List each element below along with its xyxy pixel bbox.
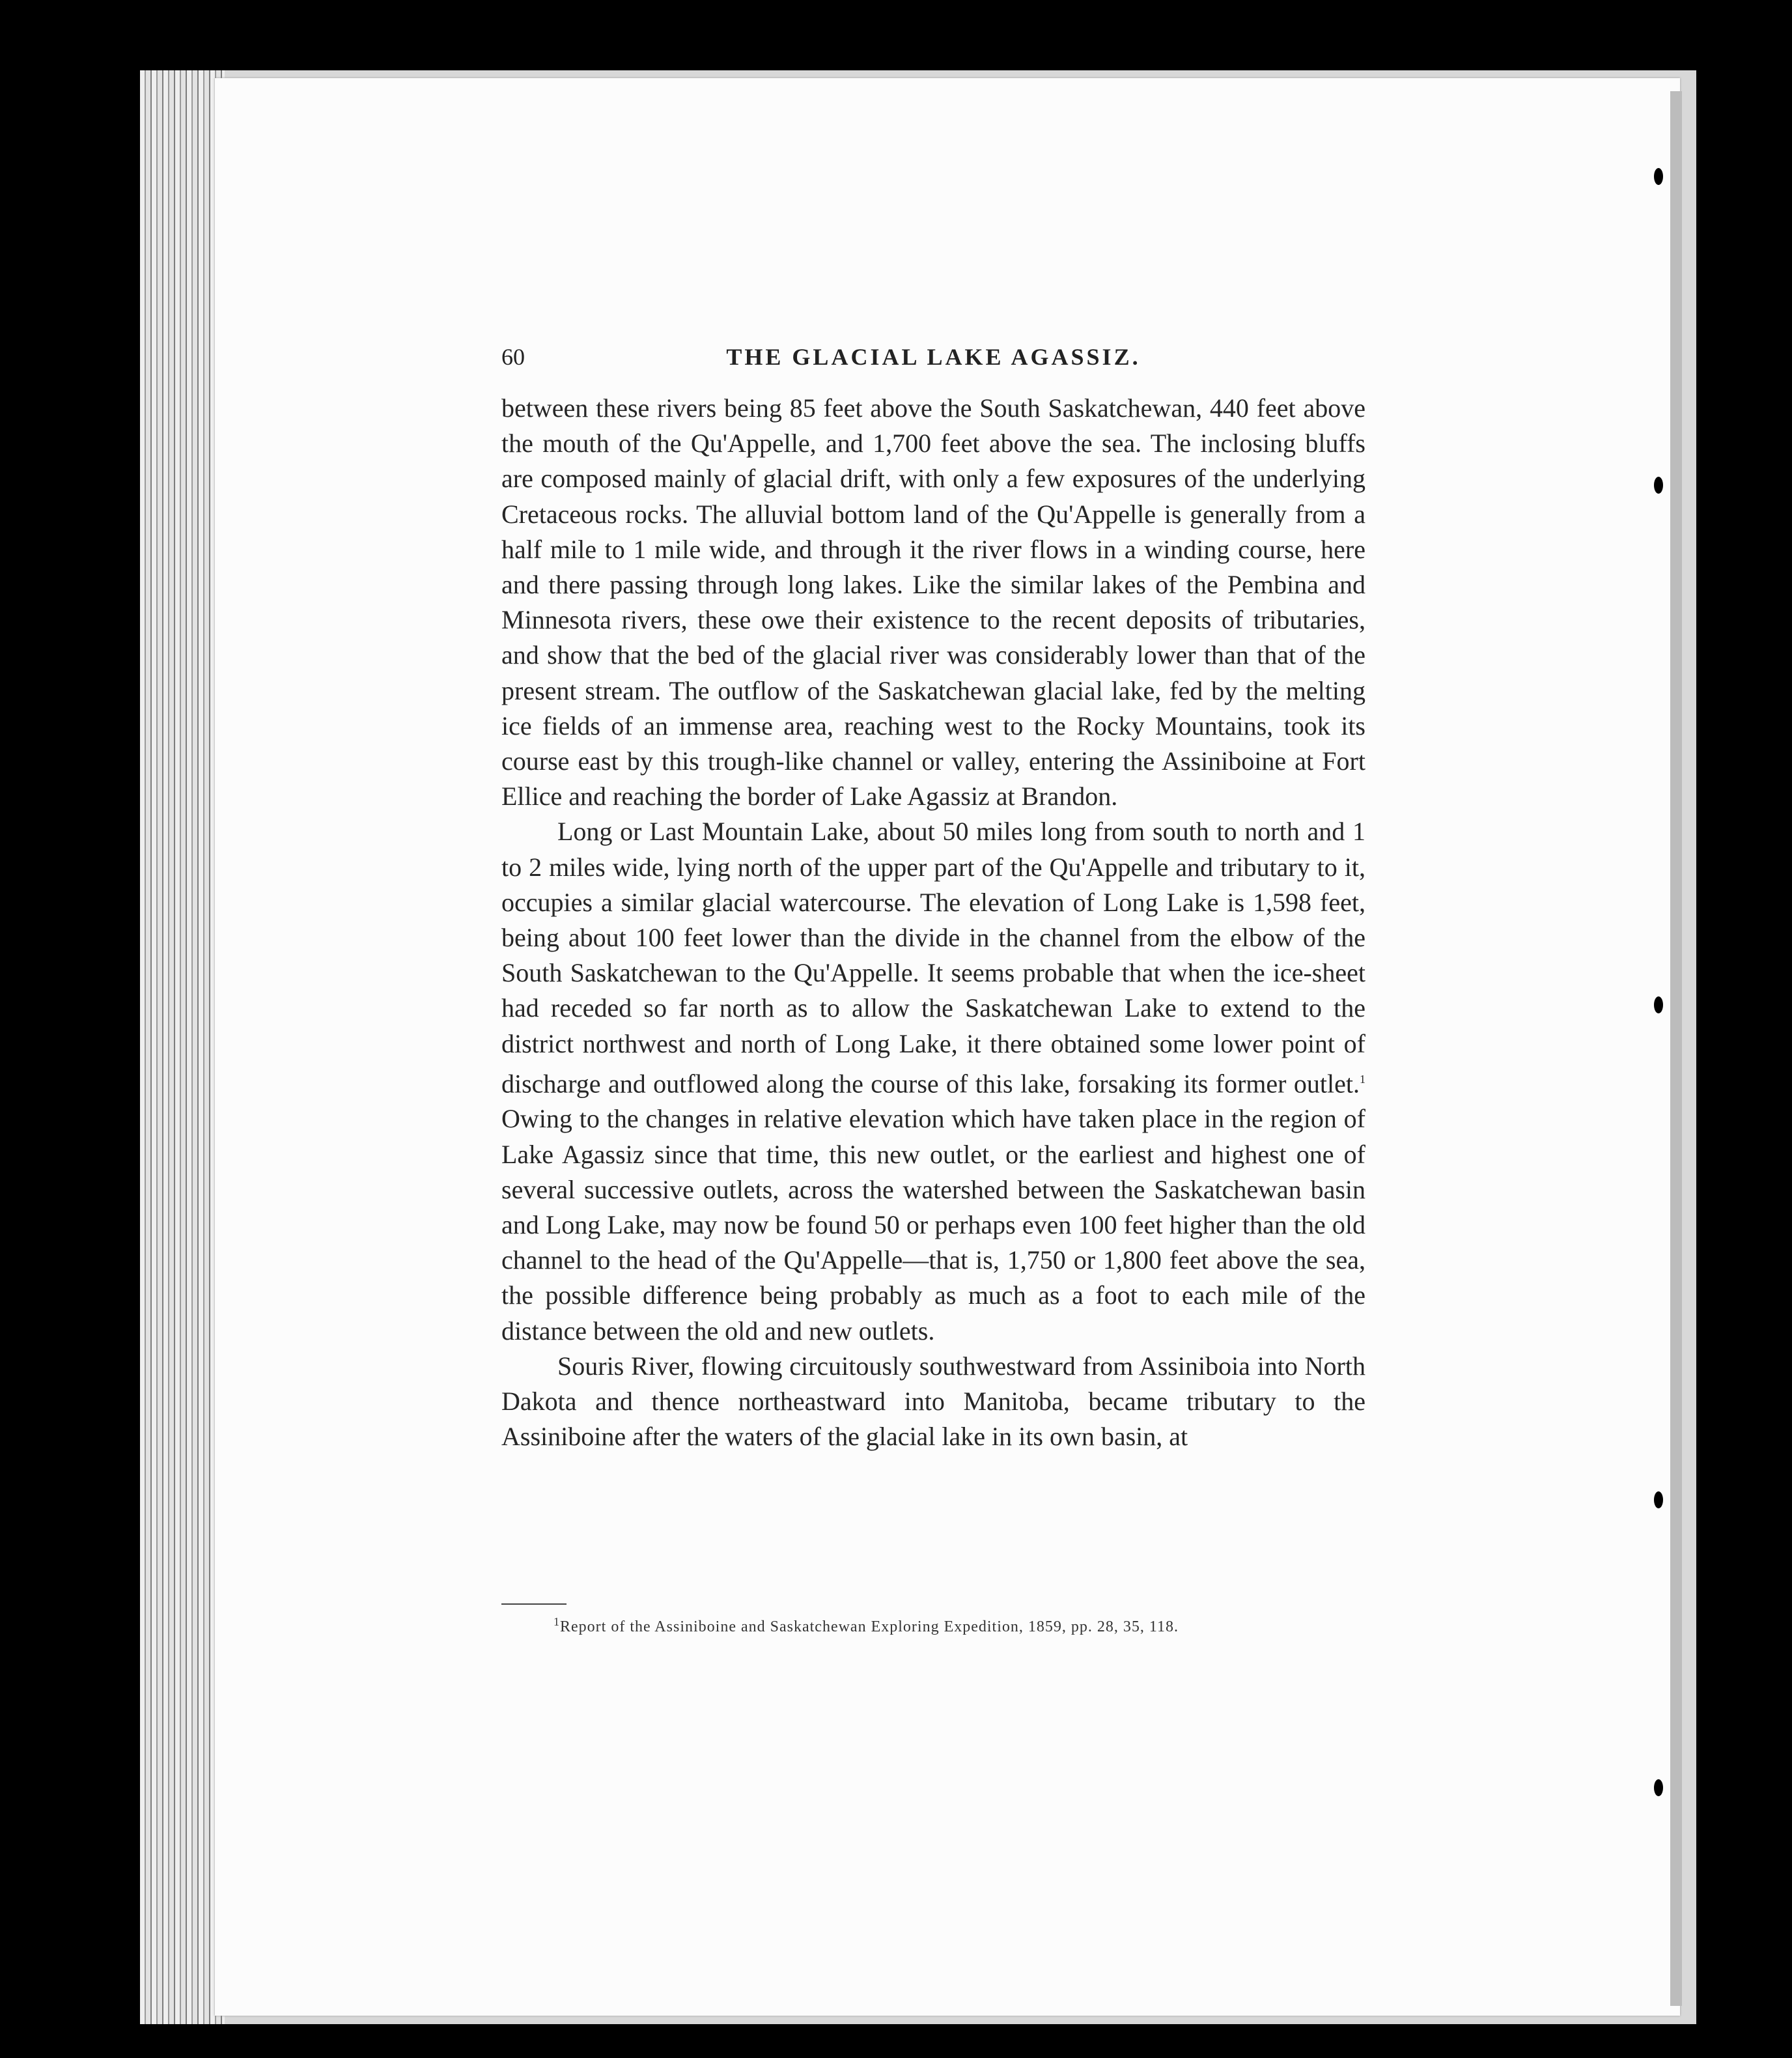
binding-hole (1654, 168, 1663, 185)
footnote-text: Report of the Assiniboine and Saskatchewan Exploring Expedition, 1859, pp. 28, 35, 118. (560, 1618, 1179, 1635)
binding-hole (1654, 477, 1663, 494)
right-page-edge (1670, 91, 1682, 2006)
footnote-mark: 1 (553, 1615, 560, 1628)
footnote-rule (501, 1603, 567, 1605)
footnote-reference: 1 (1360, 1072, 1365, 1086)
paragraph-1: between these rivers being 85 feet above the South Saskatchewan, 440 feet above the mouth of the Qu'Appelle, and 1,700 feet above the sea. The inclosing bluffs are composed mainly of glacial drift, with only a few exposures of the underlying Cretaceous rocks. The alluvial bottom land of the Qu'Appelle is generally from a half mile to 1 mile wide, and through it the river flows in a winding course, here and there passing through long lakes. Like the similar lakes of the Pembina and Minnesota rivers, these owe their existence to the recent deposits of tributaries, and show that the bed of the glacial river was considerably lower than that of the present stream. The outflow of the Saskatchewan glacial lake, fed by the melting ice fields of an immense area, reaching west to the Rocky Mountains, took its course east by this trough-like channel or valley, entering the Assiniboine at Fort Ellice and reaching the border of Lake Agassiz at Brandon. (501, 393, 1365, 811)
paragraph-3: Souris River, flowing circuitously southwestward from Assiniboia into North Dakota and thence northeastward into Manitoba, became tributary to the Assiniboine after the waters of the glacial lake in its own basin, at (501, 1351, 1365, 1452)
paragraph-2-text: Long or Last Mountain Lake, about 50 miles long from south to north and 1 to 2 miles wide, lying north of the upper part of the Qu'Appelle and tributary to it, occupies a similar glacial watercourse. The elevation of Long Lake is 1,598 feet, being about 100 feet lower than the divide in the channel from the elbow of the South Saskatchewan to the Qu'Appelle. It seems probable that when the ice-sheet had receded so far north as to allow the Saskatchewan Lake to extend to the district northwest and north of Long Lake, it there obtained some lower point of discharge and outflowed along the course of this lake, forsaking its former outlet. (501, 817, 1365, 1099)
page-header (501, 337, 1365, 376)
body-text (501, 391, 1365, 1454)
footnote (553, 1609, 1361, 1640)
paragraph-2-continuation: Owing to the changes in relative elevation which have taken place in the region of Lake Agassiz since that time, this new outlet, or the earliest and highest one of several successive outlets, across the watershed between the Saskatchewan basin and Long Lake, may now be found 50 or perhaps even 100 feet higher than the old channel to the head of the Qu'Appelle—that is, 1,750 or 1,800 feet above the sea, the possible difference being probably as much as a foot to each mile of the distance between the old and new outlets. (501, 1104, 1365, 1346)
binding-hole (1654, 1491, 1663, 1508)
binding-hole (1654, 996, 1663, 1013)
page-edges (140, 70, 225, 2024)
binding-hole (1654, 1779, 1663, 1796)
paragraph-2 (501, 814, 1365, 1348)
running-head: THE GLACIAL LAKE AGASSIZ. (726, 344, 1141, 370)
page-number: 60 (501, 344, 525, 370)
